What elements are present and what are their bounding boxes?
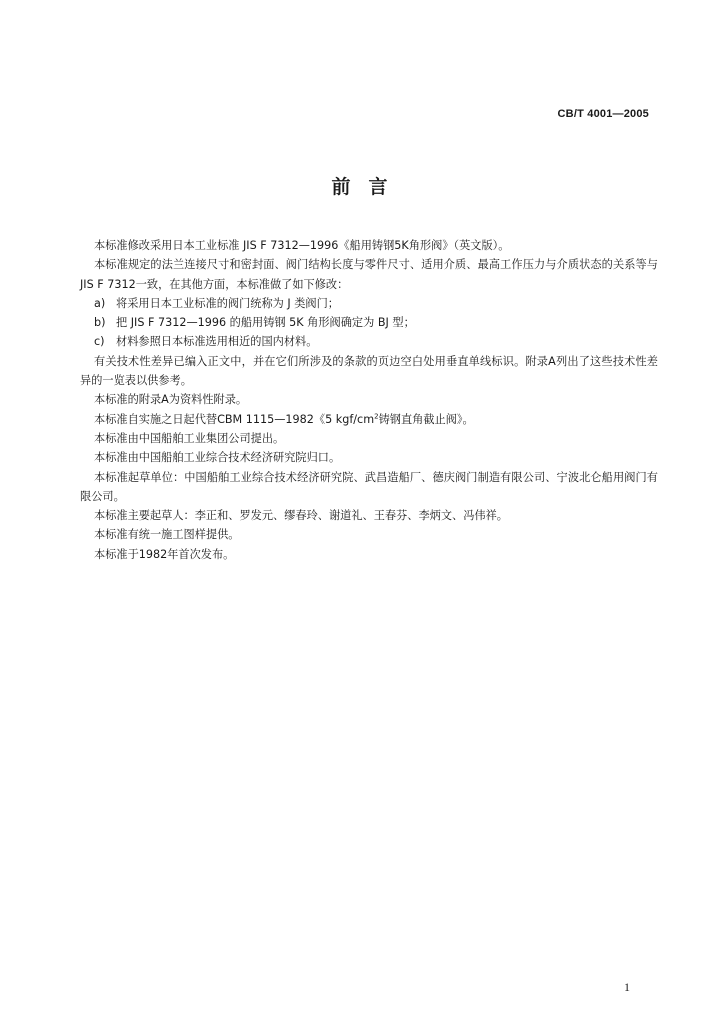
intro-paragraph: 本标准修改采用日本工业标准 JIS F 7312—1996《船用铸钢5K角形阀》（英文版）。 xyxy=(94,239,510,252)
standard-code: CB/T 4001—2005 xyxy=(557,108,649,120)
modification-item xyxy=(80,313,658,332)
item-mark: b) xyxy=(94,316,106,330)
replacement-superscript: 2 xyxy=(374,411,379,420)
drafters: 本标准主要起草人：李正和、罗发元、缪春玲、谢道礼、王春芬、李炳文、冯伟祥。 xyxy=(94,509,508,523)
modification-item xyxy=(80,294,658,313)
item-text: 将采用日本工业标准的阀门统称为 J 类阀门； xyxy=(116,296,339,310)
page-number: 1 xyxy=(624,980,630,994)
first-release-note: 本标准于1982年首次发布。 xyxy=(94,547,235,561)
scope-paragraph: 本标准规定的法兰连接尺寸和密封面、阀门结构长度与零件尺寸、适用介质、最高工作压力与介质状态的关系等与JIS F 7312一致，在其他方面，本标准做了如下修改： xyxy=(80,258,658,291)
item-mark: a) xyxy=(94,296,106,310)
item-mark: c) xyxy=(94,335,105,349)
document-body xyxy=(80,236,658,564)
replacement-text-after: 铸钢直角截止阀》。 xyxy=(378,412,474,426)
item-text: 材料参照日本标准选用相近的国内材料。 xyxy=(116,335,318,349)
technical-difference-paragraph: 有关技术性差异已编入正文中，并在它们所涉及的条款的页边空白处用垂直单线标识。附录A列出了这些技术性差异的一览表以供参考。 xyxy=(80,354,658,388)
proposer-note: 本标准由中国船舶工业集团公司提出。 xyxy=(94,431,285,445)
modification-item xyxy=(80,332,658,351)
replacement-text-before: 本标准自实施之日起代替CBM 1115—1982《5 kgf/cm xyxy=(94,412,375,426)
drafting-units: 本标准起草单位：中国船舶工业综合技术经济研究院、武昌造船厂、德庆阀门制造有限公司、宁波北仑船用阀门有限公司。 xyxy=(80,470,658,503)
replacement-note xyxy=(80,410,658,429)
appendix-note: 本标准的附录A为资料性附录。 xyxy=(94,393,248,407)
drawings-note: 本标准有统一施工图样提供。 xyxy=(94,528,240,542)
centralized-note: 本标准由中国船舶工业综合技术经济研究院归口。 xyxy=(94,451,341,465)
item-text: 把 JIS F 7312—1996 的船用铸钢 5K 角形阀确定为 BJ 型； xyxy=(116,316,415,330)
page-title: 前言 xyxy=(331,176,406,198)
